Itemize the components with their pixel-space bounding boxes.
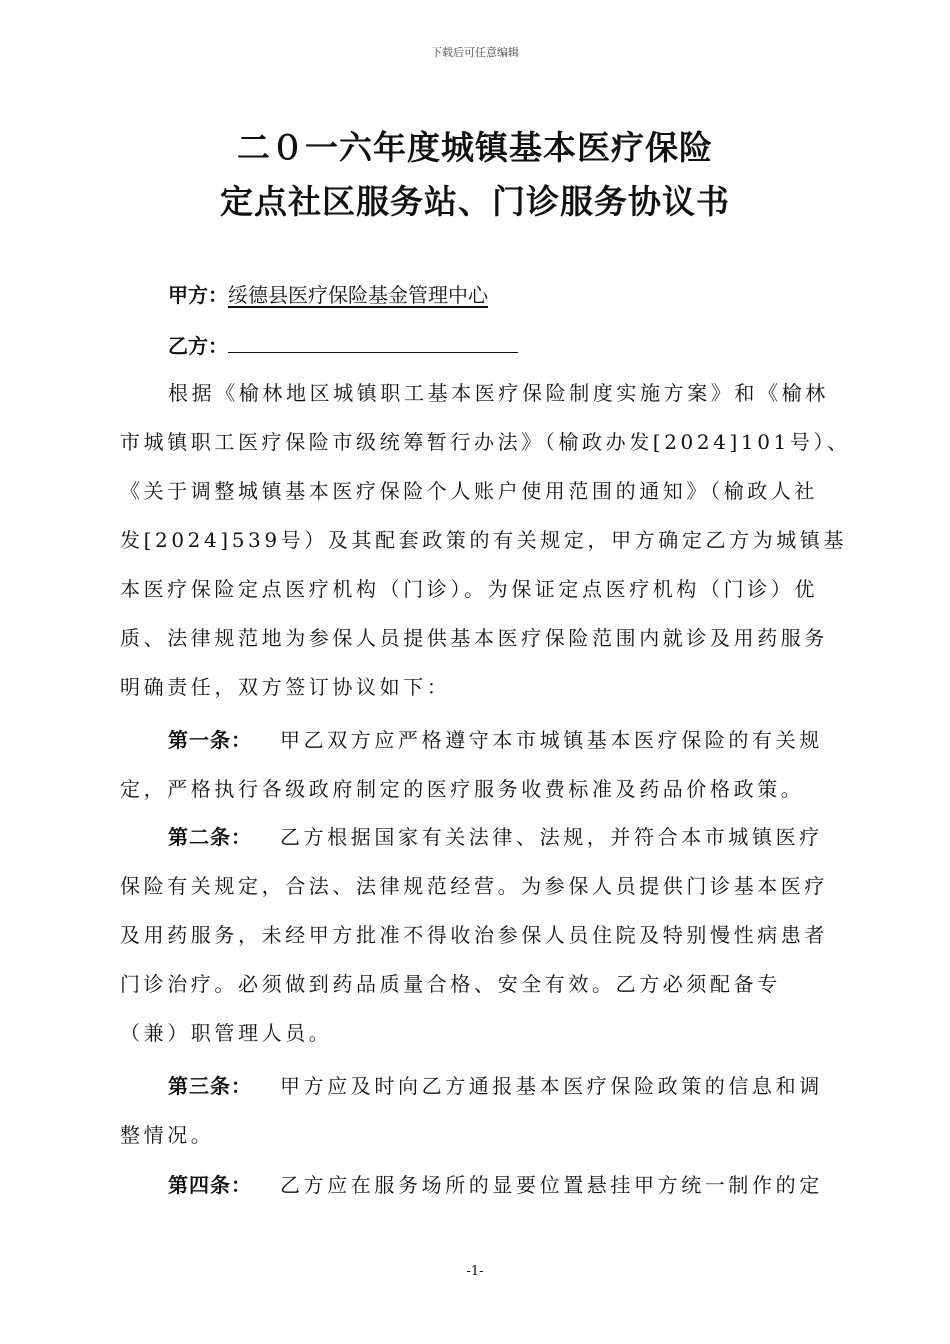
article-4-label: 第四条：	[168, 1173, 252, 1197]
article-2-line: （兼）职管理人员。	[120, 1021, 333, 1045]
article-2-line: 保险有关规定，合法、法律规范经营。为参保人员提供门诊基本医疗	[120, 874, 828, 898]
article-2-line: 及用药服务，未经甲方批准不得收治参保人员住院及特别慢性病患者	[120, 923, 828, 947]
party-a	[168, 280, 488, 310]
article-2-label: 第二条：	[168, 825, 252, 849]
article-4	[168, 1170, 823, 1200]
article-3-line: 整情况。	[120, 1123, 215, 1147]
preamble-line: 《关于调整城镇基本医疗保险个人账户使用范围的通知》（榆政人社	[120, 479, 818, 503]
preamble-line: 明确责任，双方签订协议如下：	[120, 675, 451, 699]
party-b	[168, 330, 518, 361]
preamble-line: 本医疗保险定点医疗机构（门诊）。为保证定点医疗机构（门诊）优	[120, 577, 818, 601]
preamble-line: 质、法律规范地为参保人员提供基本医疗保险范围内就诊及用药服务	[120, 626, 828, 650]
article-2	[168, 822, 823, 852]
article-3-text: 甲方应及时向乙方通报基本医疗保险政策的信息和调	[280, 1074, 823, 1098]
document-title-line-1: 二０一六年度城镇基本医疗保险	[237, 128, 713, 167]
article-2-text: 乙方根据国家有关法律、法规，并符合本市城镇医疗	[280, 825, 823, 849]
page-number: -1-	[466, 1264, 484, 1279]
preamble-line: 发[2024]539号）及其配套政策的有关规定，甲方确定乙方为城镇基	[120, 528, 848, 552]
article-1-label: 第一条：	[168, 728, 252, 752]
party-b-label: 乙方：	[168, 334, 228, 358]
party-a-label: 甲方：	[168, 283, 228, 307]
preamble-line: 根据《榆林地区城镇职工基本医疗保险制度实施方案》和《榆林	[168, 381, 829, 405]
article-2-line: 门诊治疗。必须做到药品质量合格、安全有效。乙方必须配备专	[120, 972, 781, 996]
article-3-label: 第三条：	[168, 1074, 252, 1098]
party-b-blank-line	[228, 330, 518, 353]
document-title-line-2: 定点社区服务站、门诊服务协议书	[220, 182, 730, 221]
article-1	[168, 725, 823, 755]
article-4-text: 乙方应在服务场所的显要位置悬挂甲方统一制作的定	[280, 1173, 823, 1197]
header-note: 下载后可任意编辑	[431, 46, 519, 59]
party-a-value: 绥德县医疗保险基金管理中心	[228, 283, 488, 307]
preamble-line: 市城镇职工医疗保险市级统筹暂行办法》（榆政办发[2024]101号）、	[120, 430, 851, 454]
article-3	[168, 1071, 823, 1101]
article-1-line: 定，严格执行各级政府制定的医疗服务收费标准及药品价格政策。	[120, 777, 805, 801]
article-1-text: 甲乙双方应严格遵守本市城镇基本医疗保险的有关规	[280, 728, 823, 752]
